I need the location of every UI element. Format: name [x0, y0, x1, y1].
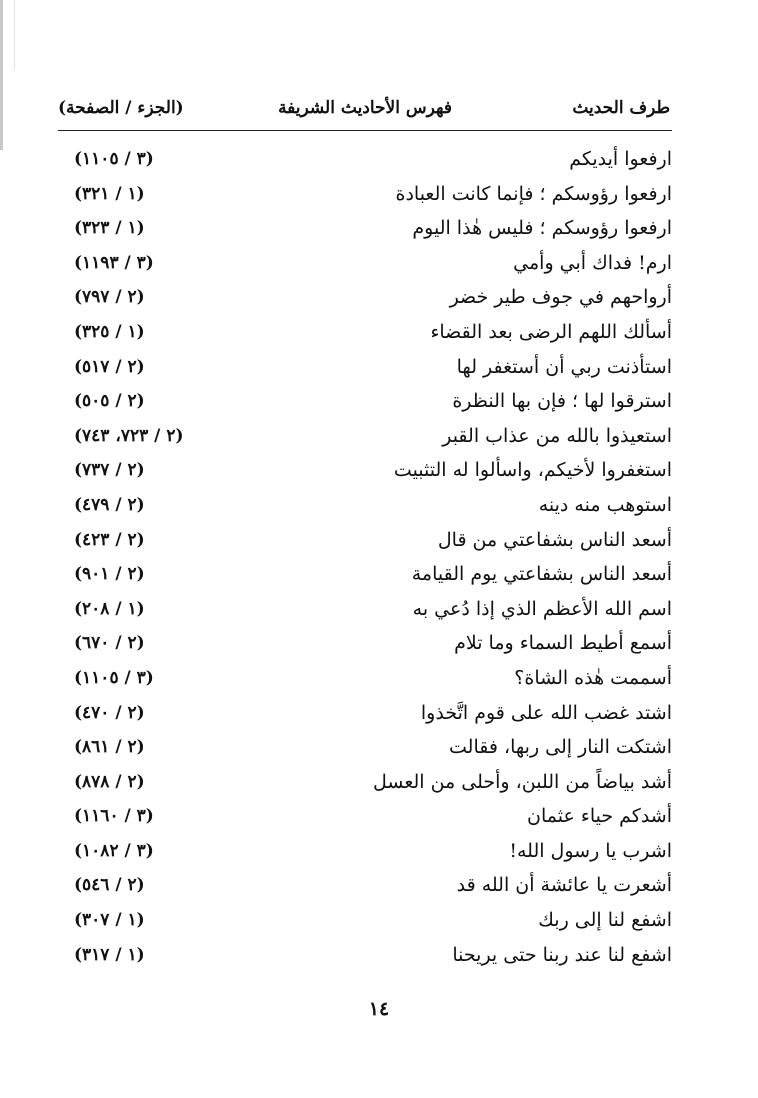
volume-page-ref: (١ / ٣٠٧)	[74, 910, 145, 931]
volume-page-ref: (٣ / ١١٦٠)	[74, 806, 154, 827]
volume-page-ref: (٣ / ١١٠٥)	[74, 149, 154, 169]
volume-page-ref: (٢ / ٤٧٠)	[74, 702, 145, 723]
hadith-incipit: أسممت هٰذه الشاة؟	[514, 666, 672, 689]
hadith-incipit: اشتد غضب الله على قوم اتَّخذوا	[420, 701, 672, 724]
hadith-incipit: اشفع لنا إلى ربك	[538, 909, 672, 932]
hadith-incipit: ارفعوا رؤوسكم ؛ فإنما كانت العبادة	[395, 182, 672, 205]
hadith-incipit: أسعد الناس بشفاعتي يوم القيامة	[411, 563, 672, 586]
hadith-incipit: ارفعوا رؤوسكم ؛ فليس هٰذا اليوم	[412, 217, 672, 240]
hadith-incipit: ارم! فداك أبي وأمي	[513, 251, 672, 274]
page-number: ١٤	[368, 998, 390, 1020]
hadith-incipit: استرقوا لها ؛ فإن بها النظرة	[452, 390, 672, 413]
hadith-incipit: اشرب يا رسول الله!	[509, 839, 672, 862]
index-entry	[58, 699, 672, 734]
index-entry	[58, 283, 672, 318]
hadith-incipit: أشدكم حياء عثمان	[527, 805, 672, 828]
volume-page-ref: (١ / ٢٠٨)	[74, 598, 145, 619]
index-entry	[58, 214, 672, 249]
volume-page-ref: (٢ / ٥٠٥)	[74, 391, 145, 412]
index-entry	[58, 526, 672, 561]
volume-page-ref: (٢ / ٦٧٠)	[74, 633, 145, 654]
volume-page-ref: (٢ / ٧٢٣، ٧٤٣)	[74, 425, 184, 446]
hadith-incipit: استغفروا لأخيكم، واسألوا له التثبيت	[393, 459, 672, 482]
header-hadith-column: طرف الحديث	[572, 98, 670, 118]
index-entry	[58, 837, 672, 872]
hadith-incipit: استأذنت ربي أن أستغفر لها	[456, 355, 672, 378]
index-entry	[58, 422, 672, 457]
volume-page-ref: (٣ / ١٠٨٢)	[74, 840, 154, 861]
hadith-incipit: استوهب منه دينه	[538, 493, 672, 516]
index-entry	[58, 629, 672, 664]
volume-page-ref: (٢ / ٨٧٨)	[74, 771, 145, 792]
index-entry	[58, 733, 672, 768]
index-entry	[58, 353, 672, 388]
scan-edge-mark	[0, 0, 3, 150]
volume-page-ref: (١ / ٣٢١)	[74, 183, 145, 204]
index-entry	[58, 387, 672, 422]
page-header	[58, 98, 670, 126]
index-entry	[58, 318, 672, 353]
volume-page-ref: (٢ / ٥١٧)	[74, 356, 145, 377]
index-entry	[58, 456, 672, 491]
index-entry	[58, 871, 672, 906]
hadith-incipit: أسعد الناس بشفاعتي من قال	[437, 528, 672, 551]
hadith-incipit: اشتكت النار إلى ربها، فقالت	[449, 736, 672, 759]
volume-page-ref: (٢ / ٤٧٩)	[74, 494, 145, 515]
index-entry	[58, 145, 672, 180]
volume-page-ref: (٣ / ١١٩٣)	[74, 252, 154, 273]
index-list	[58, 145, 672, 975]
volume-page-ref: (٢ / ٩٠١)	[74, 564, 145, 585]
hadith-incipit: أسألك اللهم الرضى بعد القضاء	[430, 320, 672, 343]
hadith-incipit: أشد بياضاً من اللبن، وأحلى من العسل	[372, 770, 672, 793]
volume-page-ref: (٢ / ٨٦١)	[74, 737, 145, 758]
index-entry	[58, 595, 672, 630]
index-entry	[58, 491, 672, 526]
volume-page-ref: (٣ / ١١٠٥)	[74, 667, 154, 688]
header-ref-column: (الجزء / الصفحة)	[58, 98, 184, 118]
hadith-incipit: استعيذوا بالله من عذاب القبر	[442, 424, 672, 447]
index-entry	[58, 249, 672, 284]
volume-page-ref: (١ / ٣١٧)	[74, 944, 145, 965]
volume-page-ref: (٢ / ٤٢٣)	[74, 529, 145, 550]
volume-page-ref: (١ / ٣٢٣)	[74, 218, 145, 239]
index-entry	[58, 768, 672, 803]
hadith-incipit: اسم الله الأعظم الذي إذا دُعي به	[412, 597, 672, 620]
volume-page-ref: (٢ / ٥٤٦)	[74, 875, 145, 896]
volume-page-ref: (١ / ٣٢٥)	[74, 321, 145, 342]
index-entry	[58, 560, 672, 595]
index-entry	[58, 941, 672, 976]
header-title: فهرس الأحاديث الشريفة	[278, 98, 452, 118]
scan-edge-mark	[14, 0, 15, 70]
volume-page-ref: (٢ / ٧٣٧)	[74, 460, 145, 481]
index-entry	[58, 180, 672, 215]
hadith-incipit: ارفعوا أيديكم	[569, 148, 672, 170]
volume-page-ref: (٢ / ٧٩٧)	[74, 287, 145, 308]
hadith-incipit: أشعرت يا عائشة أن الله قد	[456, 874, 672, 897]
hadith-incipit: أسمع أطيط السماء وما تلام	[454, 632, 672, 655]
index-entry	[58, 906, 672, 941]
index-entry	[58, 802, 672, 837]
hadith-incipit: اشفع لنا عند ربنا حتى يريحنا	[452, 943, 672, 966]
hadith-incipit: أرواحهم في جوف طير خضر	[449, 286, 672, 309]
index-entry	[58, 664, 672, 699]
header-divider	[58, 130, 672, 131]
